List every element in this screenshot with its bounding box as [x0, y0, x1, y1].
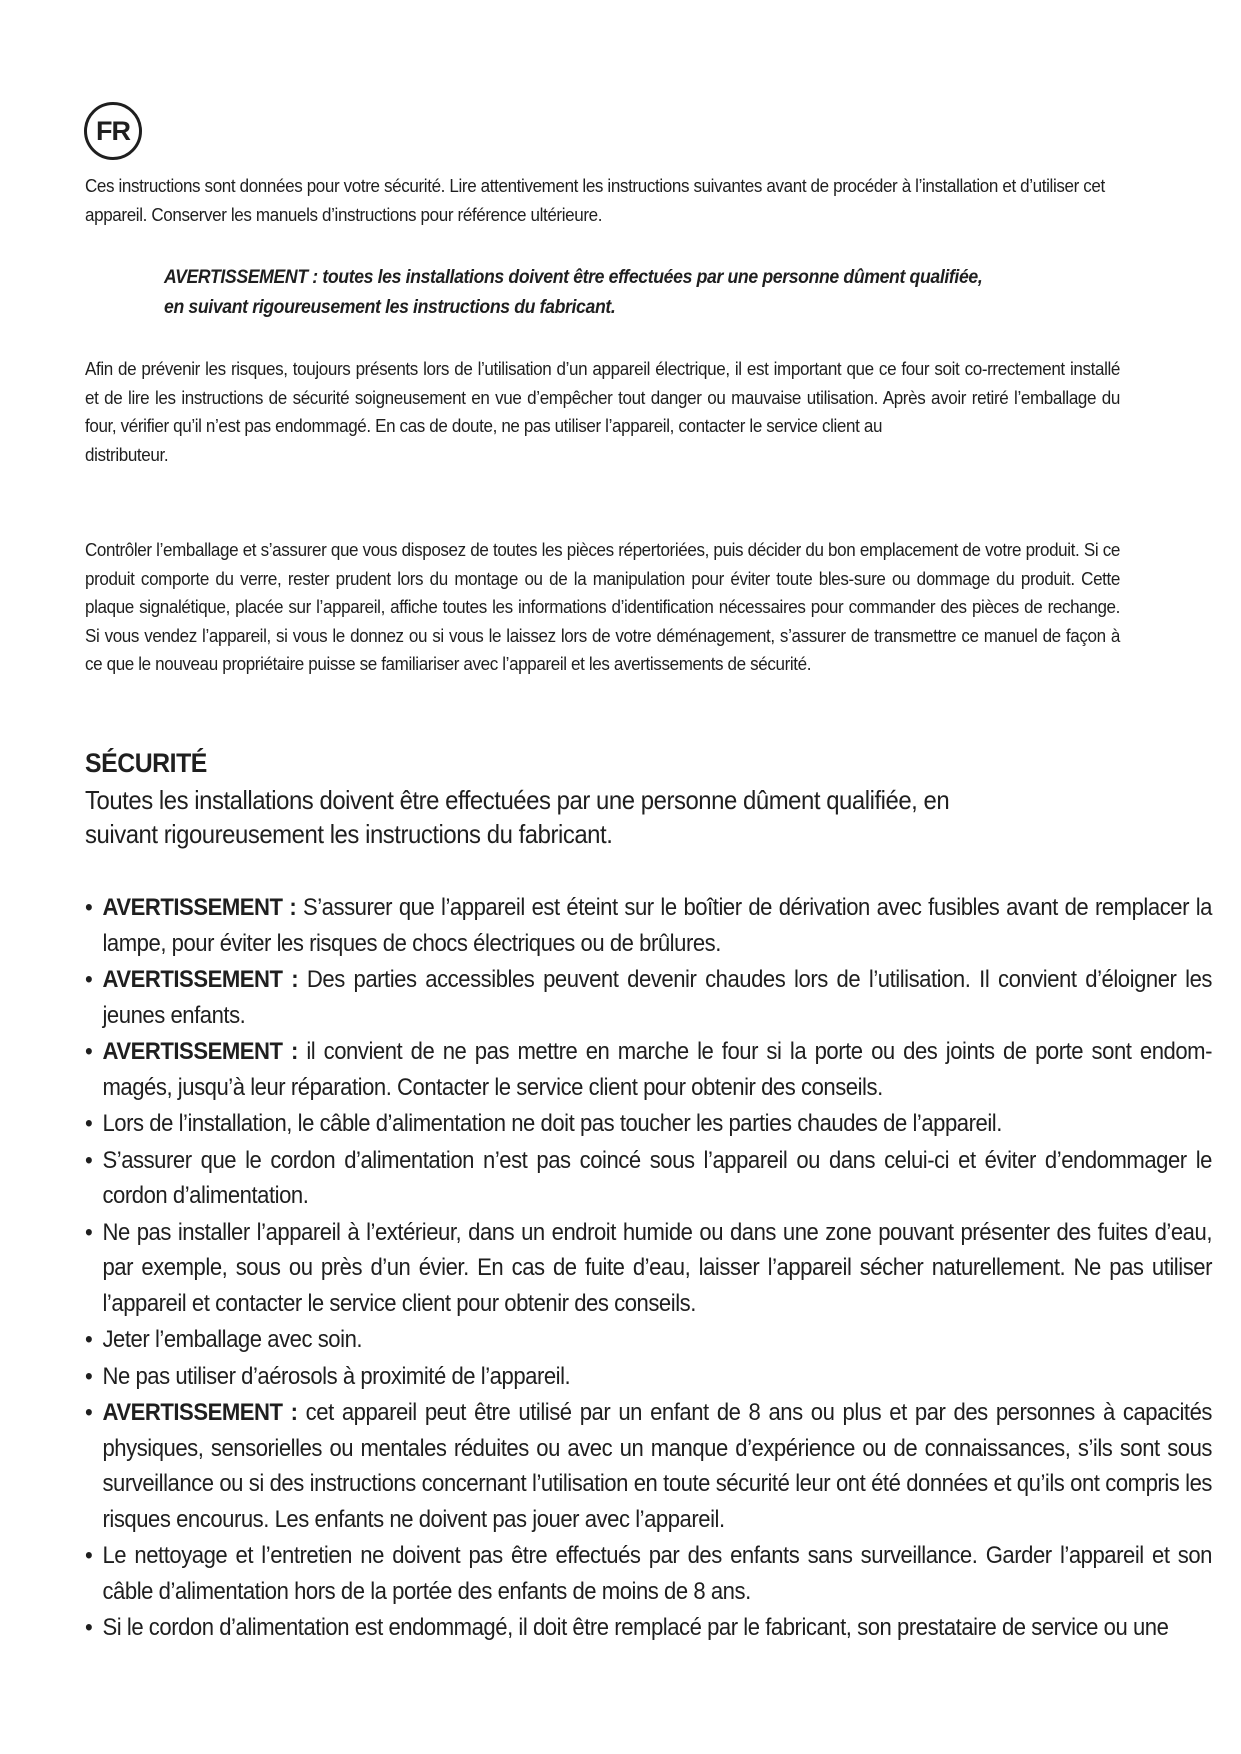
safety-item	[85, 1395, 1212, 1537]
intro-paragraph: Ces instructions sont données pour votre sécurité. Lire attentivement les instructions suivantes avant de procéder à l’installation et d’utiliser cet appareil. Conserver les manuels d’instructions pour référence ultérieure.	[85, 175, 1105, 225]
safety-item-text: S’assurer que l’appareil est éteint sur le boîtier de dérivation avec fusibles avant de remplacer la lampe, pour éviter les risques de chocs électriques ou de brûlures.	[102, 894, 1213, 957]
bullet-icon: •	[85, 894, 93, 921]
safety-item	[85, 1610, 1212, 1646]
bullet-icon: •	[85, 1146, 93, 1174]
safety-item-text: cet appareil peut être utilisé par un enfant de 8 ans ou plus et par des personnes à capacités physiques, sensorielles ou mentales réduites ou avec un manque d’expérience ou de connaissances, s’ils sont sous surveillance ou si des instructions concernant l’utilisation en toute sécurité leur ont été données et qu’ils ont compris les risques encourus. Les enfants ne doivent pas jouer avec l’appareil.	[102, 1399, 1213, 1533]
bullet-icon: •	[85, 1218, 93, 1246]
safety-item	[85, 962, 1212, 1033]
section-subtitle: Toutes les installations doivent être effectuées par une personne dûment qualifiée, en suivant rigoureusement les instructions du fabricant.	[85, 785, 950, 849]
section-title: SÉCURITÉ	[85, 748, 207, 778]
bullet-icon: •	[85, 1399, 93, 1426]
safety-item-text: Jeter l’emballage avec soin.	[102, 1326, 363, 1353]
safety-item-warning-label: AVERTISSEMENT :	[102, 894, 297, 921]
warning-line-2: en suivant rigoureusement les instructions du fabricant.	[164, 297, 616, 318]
warning-line-1: AVERTISSEMENT : toutes les installations doivent être effectuées par une personne dûment qualifiée,	[164, 267, 983, 288]
safety-item-text: Le nettoyage et l’entretien ne doivent pas être effectués par des enfants sans surveillance. Garder l’appareil et son câble d’alimentation hors de la portée des enfants de moins de 8 ans.	[102, 1542, 1213, 1605]
bullet-icon: •	[85, 1110, 93, 1137]
bullet-icon: •	[85, 1326, 93, 1353]
safety-item-text: Ne pas installer l’appareil à l’extérieur, dans un endroit humide ou dans une zone pouvant présenter des fuites d’eau, par exemple, sous ou près d’un évier. En cas de fuite d’eau, laisser l’appareil sécher naturellement. Ne pas utiliser l’appareil et contacter le service client pour obtenir des conseils.	[102, 1218, 1213, 1317]
safety-item	[85, 1359, 1212, 1395]
safety-item-text: il convient de ne pas mettre en marche le four si la porte ou des joints de porte sont endom-magés, jusqu’à leur réparation. Contacter le service client pour obtenir des conseils.	[102, 1038, 1212, 1101]
safety-item-text: Ne pas utiliser d’aérosols à proximité de l’appareil.	[102, 1362, 571, 1390]
installation-warning	[164, 263, 1075, 323]
bullet-icon: •	[85, 966, 93, 993]
bullet-icon: •	[85, 1038, 93, 1065]
risk-paragraph	[85, 355, 1120, 469]
safety-item	[85, 1215, 1212, 1322]
safety-item-text: S’assurer que le cordon d’alimentation n’est pas coincé sous l’appareil ou dans celui-ci et éviter d’endommager le cordon d’alimentation.	[102, 1146, 1213, 1209]
safety-item-warning-label: AVERTISSEMENT :	[102, 1399, 298, 1426]
safety-item	[85, 1143, 1212, 1214]
safety-item	[85, 1034, 1212, 1105]
language-badge: FR	[84, 102, 142, 160]
safety-item	[85, 1322, 1212, 1358]
safety-item	[85, 1538, 1212, 1609]
safety-item	[85, 890, 1212, 961]
safety-item-warning-label: AVERTISSEMENT :	[102, 966, 299, 993]
safety-item-warning-label: AVERTISSEMENT :	[102, 1038, 298, 1065]
safety-item-text: Si le cordon d’alimentation est endommagé, il doit être remplacé par le fabricant, son prestataire de service ou une	[102, 1614, 1169, 1641]
safety-list	[85, 890, 1212, 1647]
safety-item-text: Des parties accessibles peuvent devenir chaudes lors de l’utilisation. Il convient d’éloigner les jeunes enfants.	[102, 966, 1212, 1029]
risk-paragraph-main: Afin de prévenir les risques, toujours présents lors de l’utilisation d’un appareil électrique, il est important que ce four soit co-rrectement installé et de lire les instructions de sécurité soigneusement en vue d’empêcher tout danger ou mauvaise utilisation. Après avoir retiré l’emballage du four, vérifier qu’il n’est pas endommagé. En cas de doute, ne pas utiliser l’appareil, contacter le service client au	[85, 358, 1120, 436]
packaging-paragraph: Contrôler l’emballage et s’assurer que vous disposez de toutes les pièces répertoriées, puis décider du bon emplacement de votre produit. Si ce produit comporte du verre, rester prudent lors du montage ou de la manipulation pour éviter toute bles-sure ou dommage du produit. Cette plaque signalétique, placée sur l’appareil, affiche toutes les informations d’identification nécessaires pour commander des pièces de rechange. Si vous vendez l’appareil, si vous le donnez ou si vous le laissez lors de votre déménagement, s’assurer de transmettre ce manuel de façon à ce que le nouveau propriétaire puisse se familiariser avec l’appareil et les avertissements de sécurité.	[85, 539, 1120, 674]
bullet-icon: •	[85, 1614, 93, 1641]
bullet-icon: •	[85, 1542, 93, 1569]
safety-item-text: Lors de l’installation, le câble d’alimentation ne doit pas toucher les parties chaudes de l’appareil.	[102, 1110, 1002, 1137]
risk-paragraph-end: distributeur.	[85, 443, 169, 465]
safety-item	[85, 1106, 1212, 1142]
bullet-icon: •	[85, 1362, 93, 1390]
